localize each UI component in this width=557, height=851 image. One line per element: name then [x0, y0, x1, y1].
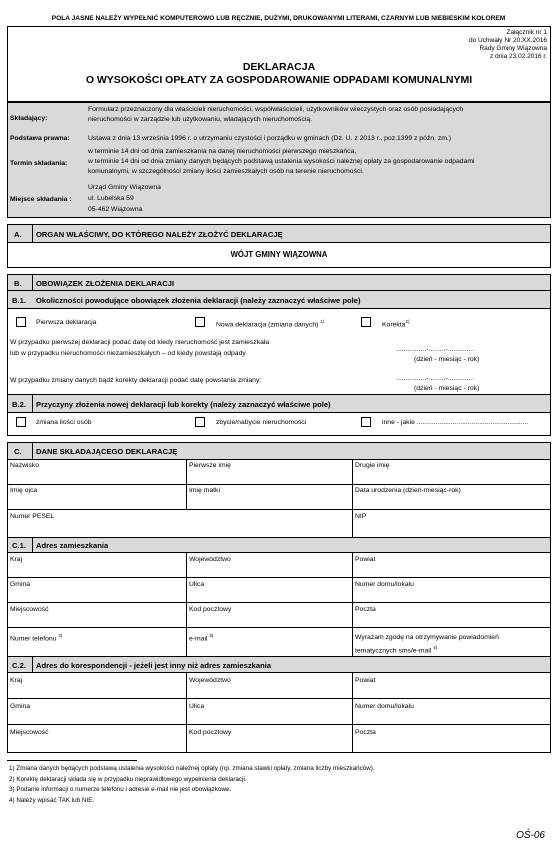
- b1-title: Okoliczności powodujące obowiązek złożenia deklaracji (należy zaznaczyć właściwe pole): [36, 296, 361, 305]
- divider: [186, 552, 187, 656]
- footnote-ref: 3): [209, 633, 214, 638]
- email-field[interactable]: [189, 633, 213, 642]
- divider: [32, 395, 33, 412]
- date-hint: (dzień - miesiąc - rok): [414, 385, 480, 392]
- surname-field[interactable]: Nazwisko: [10, 462, 40, 469]
- skladajacy-label: Składający:: [10, 115, 48, 122]
- phone-field[interactable]: [10, 633, 62, 642]
- divider: [8, 627, 550, 628]
- podstawa-text: Ustawa z dnia 13 września 1996 r. o utrzymaniu czystości i porządku w gminach (Dz. U. z 2013 r., poz.1399 z późn. zm.): [88, 135, 452, 142]
- divider: [8, 509, 550, 510]
- reason-property-checkbox[interactable]: [195, 417, 205, 427]
- divider: [352, 672, 353, 752]
- street-field[interactable]: Ulica: [189, 581, 205, 588]
- divider: [352, 552, 353, 656]
- attachment-line: do Uchwały Nr 20.XX.2016: [468, 37, 547, 44]
- divider: [8, 484, 550, 485]
- corr-street-field[interactable]: Ulica: [189, 703, 205, 710]
- reason-people-checkbox[interactable]: [16, 417, 26, 427]
- divider: [32, 538, 33, 552]
- first-date-text: lub w przypadku nieruchomości niezamieszkałych – od kiedy powstają odpady: [10, 350, 246, 357]
- divider: [32, 225, 33, 242]
- c2-letter: C.2.: [12, 661, 26, 670]
- first-date-field[interactable]: ................-.........-..............: [396, 346, 475, 353]
- change-date-field[interactable]: ................-.........-..............: [396, 375, 475, 382]
- skladajacy-text: Formularz przeznaczony dla właścicieli nieruchomości, współwłaścicieli, użytkowników wieczystych oraz osób posiadających: [88, 106, 464, 113]
- divider: [8, 602, 550, 603]
- title-line-2: O WYSOKOŚCI OPŁATY ZA GOSPODAROWANIE ODPADAMI KOMUNALNYMI: [85, 74, 473, 86]
- corr-city-field[interactable]: Miejscowość: [10, 729, 49, 736]
- corr-country-field[interactable]: Kraj: [10, 677, 23, 684]
- correction-label: [382, 319, 409, 328]
- section-b-letter: B.: [14, 279, 22, 288]
- attachment-line: Załącznik nr 1: [506, 29, 547, 36]
- phone-label: Numer telefonu: [10, 635, 57, 643]
- correction-checkbox[interactable]: [361, 317, 371, 327]
- second-name-field[interactable]: Drugie imię: [355, 462, 390, 469]
- email-label: e-mail: [189, 635, 208, 643]
- section-c-title: DANE SKŁADAJĄCEGO DEKLARACJĘ: [36, 447, 178, 456]
- section-c-letter: C.: [14, 447, 22, 456]
- divider: [352, 459, 353, 537]
- reason-property-label: zbycie/nabycie nieruchomości: [216, 419, 307, 426]
- birth-date-field[interactable]: Data urodzenia (dzień-miesiąc-rok): [355, 487, 461, 494]
- change-date-text: W przypadku zmiany danych bądź korekty deklaracji podać datę powstania zmiany:: [10, 377, 262, 384]
- house-number-field[interactable]: Numer domu/lokalu: [355, 581, 414, 588]
- miejsce-text: 05-462 Wiązowna: [88, 206, 143, 213]
- attachment-info: [469, 29, 547, 61]
- top-instruction: POLA JASNE NALEŻY WYPEŁNIĆ KOMPUTEROWO LUB RĘCZNIE, DUŻYMI, DRUKOWANYMI LITERAMI, CZARNYM LUB NIEBIESKIM KOLOREM: [51, 15, 506, 22]
- organ-name: WÓJT GMINY WIĄZOWNA: [230, 250, 328, 259]
- c1-title: Adres zamieszkania: [36, 541, 109, 550]
- footnote-ref: 2): [405, 319, 410, 324]
- podstawa-label: Podstawa prawna:: [10, 135, 70, 142]
- consent-text-2-label: tematycznych sms/e-mail: [355, 647, 432, 655]
- voivodeship-field[interactable]: Województwo: [189, 556, 231, 563]
- corr-commune-field[interactable]: Gmina: [10, 703, 31, 710]
- title-line-1: DEKLARACJA: [242, 61, 316, 73]
- mother-name-field[interactable]: Imię matki: [189, 487, 220, 494]
- consent-text-2: [355, 643, 499, 656]
- father-name-field[interactable]: Imię ojca: [10, 487, 38, 494]
- divider: [8, 308, 550, 309]
- miejsce-label: Miejsce składania :: [10, 196, 72, 203]
- divider: [8, 672, 550, 673]
- section-a-letter: A.: [14, 230, 22, 239]
- date-hint: (dzień - miesiąc - rok): [414, 356, 480, 363]
- new-declaration-checkbox[interactable]: [195, 317, 205, 327]
- reason-other-checkbox[interactable]: [361, 417, 371, 427]
- divider: [32, 443, 33, 459]
- b2-title: Przyczyny złożenia nowej deklaracji lub korekty (należy zaznaczyć właściwe pole): [36, 400, 331, 409]
- b1-letter: B.1.: [12, 296, 26, 305]
- first-declaration-checkbox[interactable]: [16, 317, 26, 327]
- divider: [8, 698, 550, 699]
- section-c: [7, 442, 551, 753]
- new-declaration-text: Nowa deklaracja (zmiana danych): [216, 321, 319, 329]
- divider: [8, 412, 550, 413]
- footnotes: [9, 764, 375, 806]
- footnote-ref: 3): [58, 633, 63, 638]
- termin-text: komunalnymi, w szczególności zmiany ilości zamieszkałych osób na terenie nieruchomości.: [88, 168, 364, 175]
- footnote-1: 1) Zmiana danych będących podstawą ustalenia wysokości należnej opłaty (np. zmiana stawki opłaty, zmiana liczby mieszkańców).: [9, 765, 375, 772]
- corr-post-office-field[interactable]: Poczta: [355, 729, 376, 736]
- commune-field[interactable]: Gmina: [10, 581, 31, 588]
- first-date-text: W przypadku pierwszej deklaracji podać datę od kiedy nieruchomość jest zamieszkała: [10, 339, 270, 346]
- first-declaration-label: Pierwsza deklaracja: [36, 319, 97, 326]
- attachment-line: Rady Gminy Wiązowna: [479, 45, 547, 52]
- b2-letter: B.2.: [12, 400, 26, 409]
- footnote-ref: 4): [433, 645, 438, 650]
- termin-text: w terminie 14 dni od dnia zmiany danych będących podstawą ustalenia wysokości należnej opłaty za gospodarowanie odpadami: [88, 158, 475, 165]
- corr-postal-code-field[interactable]: Kod pocztowy: [189, 729, 232, 736]
- corr-voivodeship-field[interactable]: Województwo: [189, 677, 231, 684]
- footnote-3: 3) Podanie informacji o numerze telefonu i adresie e-mail nie jest obowiązkowe.: [9, 786, 232, 793]
- miejsce-text: ul. Lubelska 59: [88, 195, 134, 202]
- postal-code-field[interactable]: Kod pocztowy: [189, 606, 232, 613]
- section-a-title: ORGAN WŁAŚCIWY, DO KTÓREGO NALEŻY ZŁOŻYĆ DEKLARACJĘ: [36, 230, 283, 239]
- attachment-line: z dnia 23.02.2016 r.: [489, 53, 547, 60]
- section-b-title: OBOWIĄZEK ZŁOŻENIA DEKLARACJI: [36, 279, 175, 288]
- reason-other-label[interactable]: inne - jakie ...........................................................: [382, 419, 529, 426]
- divider: [186, 459, 187, 509]
- city-field[interactable]: Miejscowość: [10, 606, 49, 613]
- first-name-field[interactable]: Pierwsze imię: [189, 462, 231, 469]
- correction-text: Korekta: [382, 321, 406, 329]
- c2-title: Adres do korespondencji - jeżeli jest inny niż adres zamieszkania: [36, 661, 272, 670]
- skladajacy-text: nieruchomości w zarządzie lub użytkowaniu, władających nieruchomością.: [88, 116, 313, 123]
- county-field[interactable]: Powiat: [355, 556, 376, 563]
- form-code: OŚ-06: [516, 830, 545, 841]
- miejsce-text: Urząd Gminy Wiązowna: [88, 184, 161, 191]
- country-field[interactable]: Kraj: [10, 556, 23, 563]
- divider: [186, 672, 187, 752]
- reason-people-label: zmiana ilości osób: [36, 419, 92, 426]
- footnote-2: 2) Korektę deklaracji składa się w przypadku nieprawidłowego wypełnienia deklaracji.: [9, 775, 247, 783]
- post-office-field[interactable]: Poczta: [355, 606, 376, 613]
- termin-label: Termin składania:: [10, 160, 68, 167]
- footnote-4: 4) Należy wpisać TAK lub NIE.: [9, 796, 95, 804]
- consent-field[interactable]: [355, 633, 499, 656]
- pesel-field[interactable]: Numer PESEL: [10, 513, 55, 520]
- divider: [8, 459, 550, 460]
- termin-text: w terminie 14 dni od dnia zamieszkania na danej nieruchomości pierwszego mieszkańca,: [88, 148, 357, 155]
- corr-house-number-field[interactable]: Numer domu/lokalu: [355, 703, 414, 710]
- c1-letter: C.1.: [12, 541, 26, 550]
- footnote-ref: 1): [320, 319, 325, 324]
- divider: [8, 394, 550, 395]
- divider: [8, 724, 550, 725]
- nip-field[interactable]: NIP: [355, 513, 367, 520]
- new-declaration-label: [216, 319, 324, 328]
- divider: [8, 577, 550, 578]
- divider: [8, 242, 550, 243]
- footnote-separator: [7, 760, 137, 761]
- corr-county-field[interactable]: Powiat: [355, 677, 376, 684]
- divider: [32, 657, 33, 672]
- divider: [8, 552, 550, 553]
- form-title: [7, 61, 551, 87]
- consent-text: Wyrażam zgodę na otrzymywanie powiadomień: [355, 634, 499, 641]
